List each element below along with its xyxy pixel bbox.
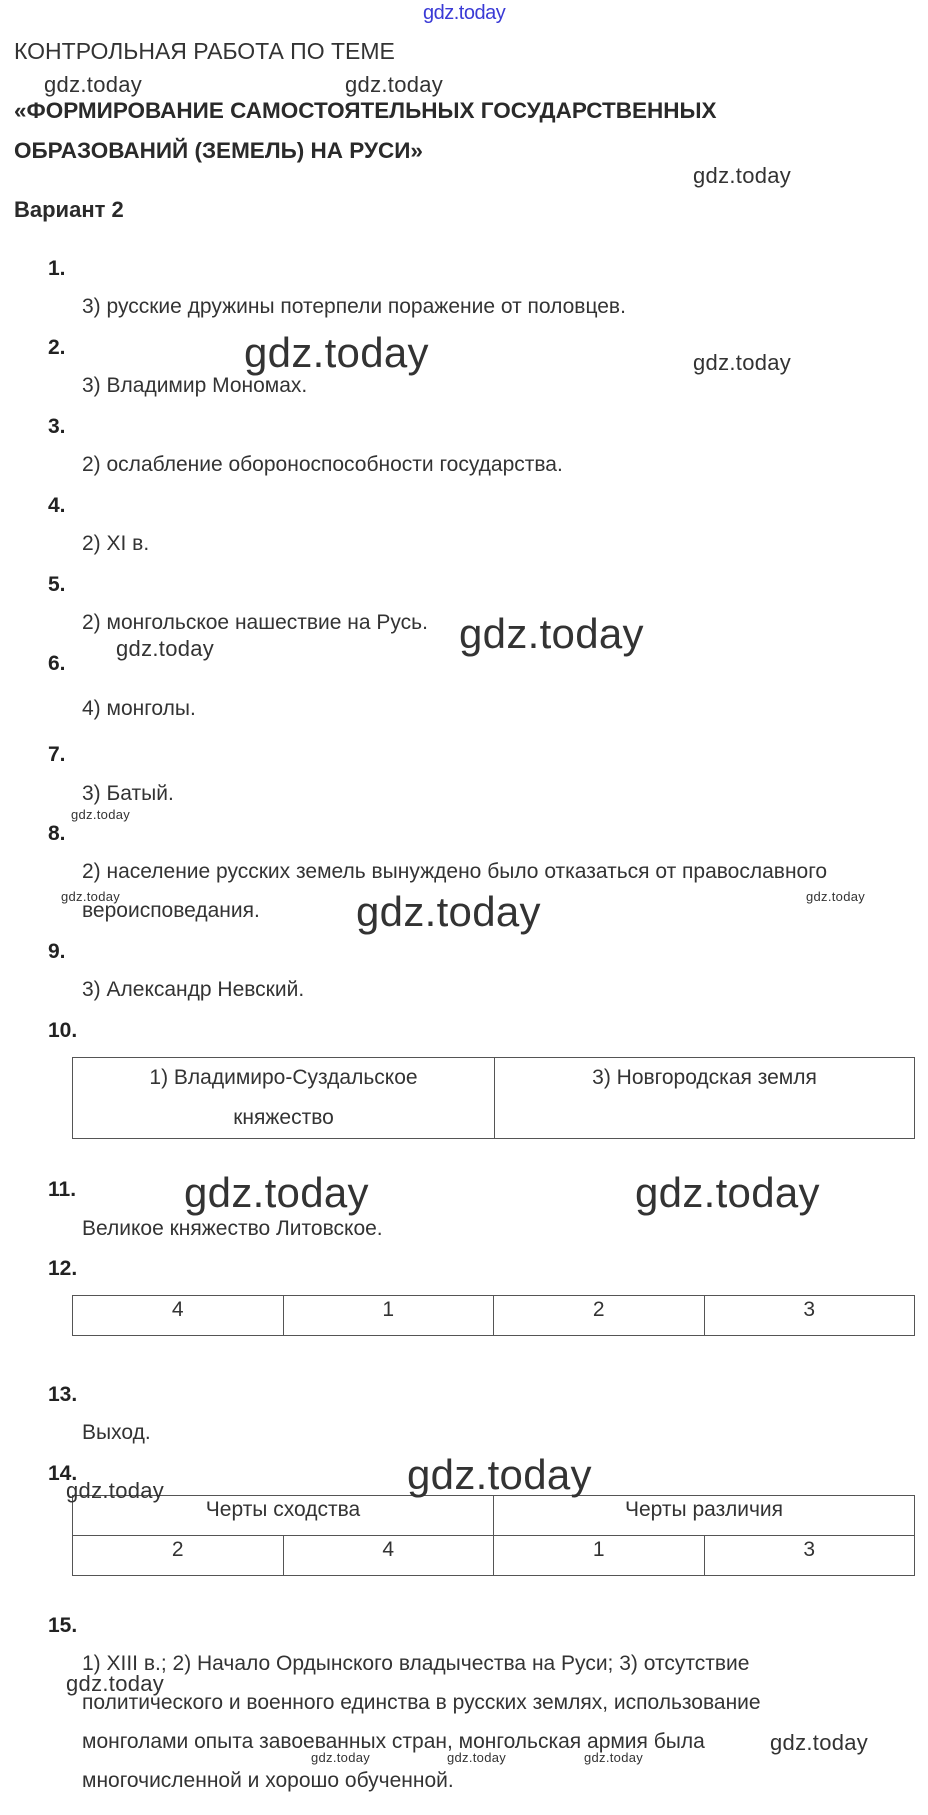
watermark: gdz.today (459, 610, 644, 657)
answer-text: 2) XI в. (82, 532, 150, 555)
question-number: 12. (48, 1257, 78, 1280)
answer-text: 2) ослабление обороноспособности государства. (82, 453, 563, 476)
table-cell: 3 (704, 1296, 915, 1336)
watermark: gdz.today (584, 1750, 644, 1765)
variant-label: Вариант 2 (14, 197, 124, 222)
table-cell-line: княжество (233, 1106, 334, 1129)
watermark: gdz.today (693, 350, 792, 375)
table-cell: 1 (494, 1536, 705, 1576)
watermark: gdz.today (71, 807, 131, 822)
answer-text-line-4: многочисленной и хорошо обученной. (82, 1769, 454, 1792)
answer-text: 3) Александр Невский. (82, 978, 305, 1001)
watermark: gdz.today (693, 163, 792, 188)
watermark: gdz.today (44, 72, 143, 97)
watermark: gdz.today (61, 889, 121, 904)
question-number: 6. (48, 652, 66, 675)
question-number: 15. (48, 1614, 78, 1637)
question-number: 4. (48, 494, 66, 517)
answer-text-line-2: вероисповедания. (82, 899, 260, 922)
answer-text: Выход. (82, 1421, 151, 1444)
watermark: gdz.today (345, 72, 444, 97)
answer-text: 3) русские дружины потерпели поражение от половцев. (82, 295, 626, 318)
title-line-2: ОБРАЗОВАНИЙ (ЗЕМЕЛЬ) НА РУСИ» (14, 138, 423, 163)
order-table (72, 1295, 915, 1336)
answer-text: 4) монголы. (82, 697, 196, 720)
table-cell: 4 (73, 1296, 284, 1336)
watermark: gdz.today (116, 636, 215, 661)
table-header-cell: Черты сходства (73, 1496, 494, 1536)
question-number: 2. (48, 336, 66, 359)
table-cell-line: 1) Владимиро-Суздальское (149, 1066, 418, 1089)
question-number: 10. (48, 1019, 78, 1042)
question-number: 11. (48, 1178, 77, 1201)
answer-text: 2) монгольское нашествие на Русь. (82, 611, 428, 634)
answer-text: 3) Батый. (82, 782, 174, 805)
table-cell: 2 (494, 1296, 705, 1336)
title-line-1: «ФОРМИРОВАНИЕ САМОСТОЯТЕЛЬНЫХ ГОСУДАРСТВЕННЫХ (14, 98, 717, 123)
question-number: 14. (48, 1462, 78, 1485)
table-cell: 3) Новгородская земля (495, 1058, 915, 1139)
answer-text: Великое княжество Литовское. (82, 1217, 383, 1240)
question-number: 1. (48, 257, 66, 280)
answer-text-line-2: политического и военного единства в русских землях, использование (82, 1691, 761, 1714)
work-header: КОНТРОЛЬНАЯ РАБОТА ПО ТЕМЕ (14, 38, 395, 64)
question-number: 3. (48, 415, 66, 438)
question-number: 7. (48, 743, 66, 766)
table-cell: 3 (704, 1536, 915, 1576)
question-number: 9. (48, 940, 66, 963)
table-cell (73, 1058, 495, 1139)
answer-text-line-1: 2) население русских земель вынуждено было отказаться от православного (82, 860, 828, 883)
answer-table (72, 1057, 915, 1139)
table-header-cell: Черты различия (494, 1496, 915, 1536)
site-logo: gdz.today (423, 2, 506, 24)
table-cell: 2 (73, 1536, 284, 1576)
watermark: gdz.today (770, 1730, 869, 1755)
table-cell: 1 (283, 1296, 494, 1336)
watermark: gdz.today (407, 1451, 592, 1498)
answer-text-line-3: монголами опыта завоеванных стран, монгольская армия была (82, 1730, 705, 1753)
answer-text-line-1: 1) XIII в.; 2) Начало Ордынского владычества на Руси; 3) отсутствие (82, 1652, 750, 1675)
watermark: gdz.today (66, 1671, 165, 1696)
watermark: gdz.today (244, 329, 429, 376)
watermark: gdz.today (447, 1750, 507, 1765)
watermark: gdz.today (356, 888, 541, 935)
watermark: gdz.today (635, 1169, 820, 1216)
table-cell: 4 (283, 1536, 494, 1576)
answer-text: 3) Владимир Мономах. (82, 374, 308, 397)
watermark: gdz.today (184, 1169, 369, 1216)
watermark: gdz.today (311, 1750, 371, 1765)
question-number: 5. (48, 573, 66, 596)
question-number: 8. (48, 822, 66, 845)
comparison-table (72, 1495, 915, 1576)
question-number: 13. (48, 1383, 78, 1406)
watermark: gdz.today (66, 1478, 165, 1503)
watermark: gdz.today (806, 889, 866, 904)
